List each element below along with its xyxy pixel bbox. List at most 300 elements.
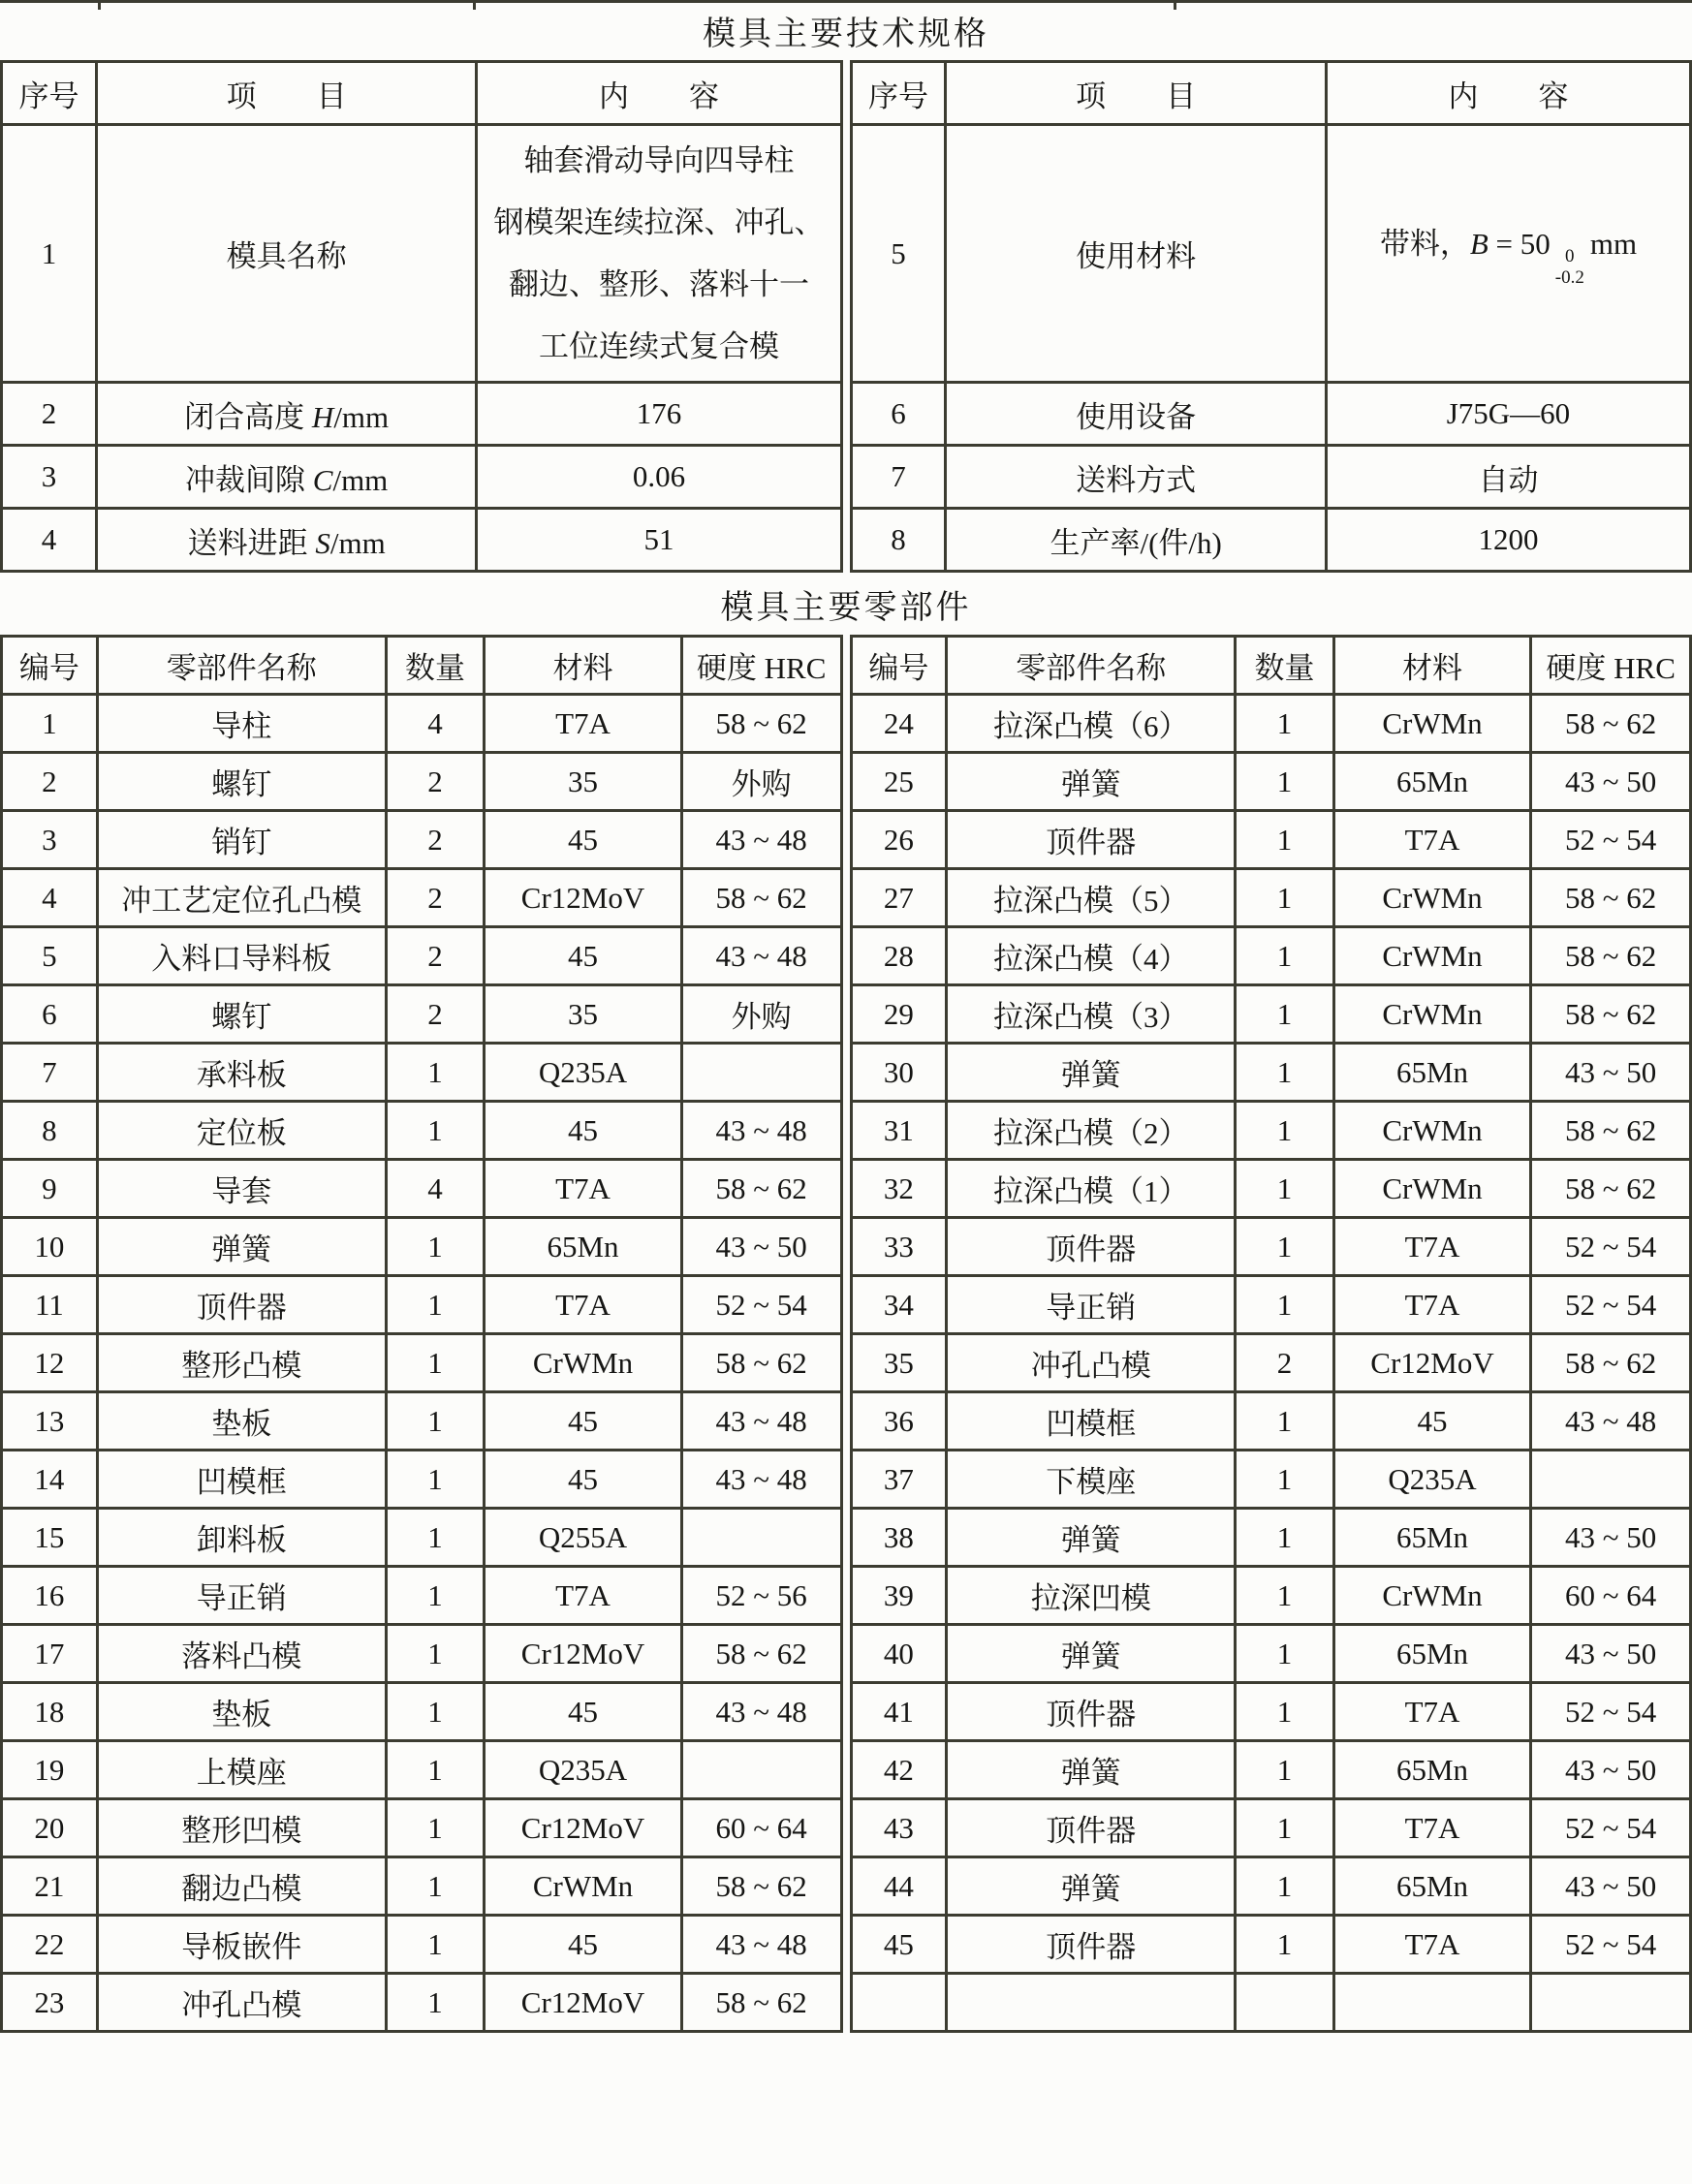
mold-name-text: 轴套滑动导向四导柱 钢模架连续拉深、冲孔、 翻边、整形、落料十一 工位连续式复合模 bbox=[493, 142, 825, 363]
cell-item: 冲裁间隙 C/mm bbox=[96, 446, 477, 509]
cell-qty: 1 bbox=[386, 1857, 484, 1916]
cell-material: CrWMn bbox=[485, 1857, 682, 1916]
spec-table-right bbox=[850, 60, 1692, 573]
cell-hardness: 58 ~ 62 bbox=[1531, 869, 1691, 927]
cell-qty: 1 bbox=[1236, 985, 1333, 1044]
cell-material: CrWMn bbox=[485, 1334, 682, 1392]
table-row bbox=[851, 1451, 1691, 1509]
table-row bbox=[851, 446, 1691, 509]
cell-part-no: 10 bbox=[2, 1218, 98, 1276]
cell-material: CrWMn bbox=[1333, 1102, 1531, 1160]
table-row bbox=[851, 1044, 1691, 1102]
cell-content bbox=[477, 125, 841, 383]
cell-content: 1200 bbox=[1326, 509, 1690, 572]
cell-part-name: 导正销 bbox=[947, 1276, 1236, 1334]
cell-part-name: 弹簧 bbox=[947, 1857, 1236, 1916]
cell-part-name: 顶件器 bbox=[947, 1218, 1236, 1276]
cell-hardness bbox=[681, 1741, 841, 1799]
table-row bbox=[851, 1160, 1691, 1218]
table-row bbox=[2, 509, 842, 572]
table-row bbox=[851, 125, 1691, 383]
table-row bbox=[2, 1160, 842, 1218]
cell-item: 模具名称 bbox=[96, 125, 477, 383]
cell-qty: 1 bbox=[386, 1625, 484, 1683]
cell-material: Cr12MoV bbox=[485, 1625, 682, 1683]
cell-part-name: 拉深凸模（4） bbox=[947, 927, 1236, 985]
cell-material: CrWMn bbox=[1333, 985, 1531, 1044]
tolerance-stack: 0 -0.2 bbox=[1554, 245, 1584, 288]
cell-hardness: 58 ~ 62 bbox=[681, 1160, 841, 1218]
cell-material: 45 bbox=[485, 1916, 682, 1974]
cell-material: 35 bbox=[485, 753, 682, 811]
cell-content: J75G—60 bbox=[1326, 383, 1690, 446]
col-header-material: 材料 bbox=[1333, 637, 1531, 695]
cell-material: 35 bbox=[485, 985, 682, 1044]
col-header-qty: 数量 bbox=[386, 637, 484, 695]
cell-qty: 1 bbox=[386, 1974, 484, 2032]
cell-hardness: 43 ~ 48 bbox=[1531, 1392, 1691, 1451]
cell-part-name: 翻边凸模 bbox=[97, 1857, 386, 1916]
cell-qty: 1 bbox=[386, 1451, 484, 1509]
cell-part-no: 5 bbox=[2, 927, 98, 985]
cell-qty: 1 bbox=[386, 1916, 484, 1974]
cell-material: Q235A bbox=[485, 1044, 682, 1102]
col-header-part-name: 零部件名称 bbox=[947, 637, 1236, 695]
artifact-tick bbox=[98, 0, 101, 10]
artifact-tick bbox=[473, 0, 476, 10]
cell-qty: 1 bbox=[1236, 1683, 1333, 1741]
table-row bbox=[2, 1741, 842, 1799]
cell-hardness: 58 ~ 62 bbox=[681, 1857, 841, 1916]
cell-content bbox=[1326, 125, 1690, 383]
cell-material: 45 bbox=[485, 1392, 682, 1451]
cell-qty: 1 bbox=[1236, 1567, 1333, 1625]
cell-material bbox=[1333, 1974, 1531, 2032]
cell-material: 45 bbox=[1333, 1392, 1531, 1451]
cell-part-no: 15 bbox=[2, 1509, 98, 1567]
cell-part-no: 12 bbox=[2, 1334, 98, 1392]
cell-material: T7A bbox=[485, 1567, 682, 1625]
cell-part-no: 30 bbox=[851, 1044, 947, 1102]
cell-material: CrWMn bbox=[1333, 695, 1531, 753]
cell-part-no: 13 bbox=[2, 1392, 98, 1451]
cell-part-name: 弹簧 bbox=[947, 1741, 1236, 1799]
table-row bbox=[2, 446, 842, 509]
table-row bbox=[851, 1857, 1691, 1916]
col-header-part-name: 零部件名称 bbox=[97, 637, 386, 695]
cell-hardness: 43 ~ 50 bbox=[1531, 1741, 1691, 1799]
cell-hardness: 43 ~ 48 bbox=[681, 1683, 841, 1741]
spec-header-row bbox=[2, 62, 842, 125]
table-row bbox=[2, 695, 842, 753]
cell-part-no: 18 bbox=[2, 1683, 98, 1741]
cell-part-no: 19 bbox=[2, 1741, 98, 1799]
cell-part-name: 上模座 bbox=[97, 1741, 386, 1799]
cell-qty: 1 bbox=[1236, 1741, 1333, 1799]
cell-part-no: 23 bbox=[2, 1974, 98, 2032]
cell-hardness: 52 ~ 54 bbox=[1531, 1916, 1691, 1974]
cell-part-no: 32 bbox=[851, 1160, 947, 1218]
cell-part-no: 3 bbox=[2, 811, 98, 869]
cell-hardness: 43 ~ 48 bbox=[681, 811, 841, 869]
cell-material: 45 bbox=[485, 811, 682, 869]
cell-part-no: 25 bbox=[851, 753, 947, 811]
col-header-no: 序号 bbox=[2, 62, 97, 125]
table-row bbox=[851, 1974, 1691, 2032]
cell-part-no: 6 bbox=[2, 985, 98, 1044]
table-row bbox=[851, 1567, 1691, 1625]
cell-hardness: 52 ~ 54 bbox=[1531, 1276, 1691, 1334]
col-header-hardness: 硬度 HRC bbox=[1531, 637, 1691, 695]
cell-hardness: 52 ~ 54 bbox=[1531, 1799, 1691, 1857]
cell-hardness bbox=[1531, 1974, 1691, 2032]
table-row bbox=[851, 869, 1691, 927]
cell-part-no: 34 bbox=[851, 1276, 947, 1334]
cell-part-name: 定位板 bbox=[97, 1102, 386, 1160]
cell-qty: 1 bbox=[1236, 1451, 1333, 1509]
table-row bbox=[851, 1916, 1691, 1974]
cell-part-name: 拉深凸模（6） bbox=[947, 695, 1236, 753]
cell-part-no: 20 bbox=[2, 1799, 98, 1857]
cell-part-name: 弹簧 bbox=[947, 1509, 1236, 1567]
table-row bbox=[851, 1334, 1691, 1392]
cell-hardness: 58 ~ 62 bbox=[681, 695, 841, 753]
cell-material: T7A bbox=[1333, 1218, 1531, 1276]
cell-qty: 1 bbox=[1236, 869, 1333, 927]
cell-material: 65Mn bbox=[485, 1218, 682, 1276]
cell-qty: 1 bbox=[386, 1741, 484, 1799]
table-row bbox=[2, 1625, 842, 1683]
table-row bbox=[2, 1683, 842, 1741]
cell-part-name: 入料口导料板 bbox=[97, 927, 386, 985]
table-row bbox=[2, 1857, 842, 1916]
cell-material: T7A bbox=[485, 1276, 682, 1334]
parts-table-right bbox=[850, 635, 1692, 2033]
cell-part-name: 垫板 bbox=[97, 1683, 386, 1741]
cell-qty: 4 bbox=[386, 1160, 484, 1218]
cell-material: 45 bbox=[485, 1683, 682, 1741]
artifact-tick bbox=[1174, 0, 1176, 10]
cell-material: T7A bbox=[485, 695, 682, 753]
cell-part-no: 14 bbox=[2, 1451, 98, 1509]
cell-material: CrWMn bbox=[1333, 1567, 1531, 1625]
cell-qty: 1 bbox=[1236, 753, 1333, 811]
table-row bbox=[851, 811, 1691, 869]
col-header-item: 项 目 bbox=[96, 62, 477, 125]
table-row bbox=[2, 1567, 842, 1625]
cell-item: 闭合高度 H/mm bbox=[96, 383, 477, 446]
table-row bbox=[2, 811, 842, 869]
cell-no: 1 bbox=[2, 125, 97, 383]
cell-item: 送料方式 bbox=[946, 446, 1327, 509]
cell-qty bbox=[1236, 1974, 1333, 2032]
cell-content: 自动 bbox=[1326, 446, 1690, 509]
cell-hardness: 43 ~ 48 bbox=[681, 1916, 841, 1974]
cell-material: Q255A bbox=[485, 1509, 682, 1567]
cell-part-name: 弹簧 bbox=[97, 1218, 386, 1276]
spec-header-row bbox=[851, 62, 1691, 125]
cell-material: Cr12MoV bbox=[485, 869, 682, 927]
cell-part-name: 螺钉 bbox=[97, 985, 386, 1044]
cell-part-no: 40 bbox=[851, 1625, 947, 1683]
cell-part-no: 29 bbox=[851, 985, 947, 1044]
cell-part-name: 承料板 bbox=[97, 1044, 386, 1102]
table-row bbox=[851, 1799, 1691, 1857]
cell-content: 176 bbox=[477, 383, 841, 446]
table-row bbox=[2, 1102, 842, 1160]
cell-qty: 1 bbox=[1236, 1625, 1333, 1683]
col-header-no: 序号 bbox=[851, 62, 946, 125]
cell-part-name: 冲孔凸模 bbox=[947, 1334, 1236, 1392]
cell-qty: 1 bbox=[386, 1334, 484, 1392]
parts-table-title: 模具主要零部件 bbox=[720, 589, 972, 626]
table-row bbox=[2, 1334, 842, 1392]
cell-qty: 1 bbox=[1236, 695, 1333, 753]
cell-hardness: 58 ~ 62 bbox=[681, 1974, 841, 2032]
cell-part-no: 42 bbox=[851, 1741, 947, 1799]
cell-qty: 1 bbox=[386, 1392, 484, 1451]
cell-material: Cr12MoV bbox=[1333, 1334, 1531, 1392]
cell-qty: 1 bbox=[386, 1276, 484, 1334]
cell-qty: 1 bbox=[386, 1044, 484, 1102]
cell-qty: 1 bbox=[1236, 1218, 1333, 1276]
cell-material: T7A bbox=[1333, 1799, 1531, 1857]
cell-part-name: 垫板 bbox=[97, 1392, 386, 1451]
cell-hardness: 52 ~ 54 bbox=[1531, 811, 1691, 869]
cell-item: 使用材料 bbox=[946, 125, 1327, 383]
cell-content: 51 bbox=[477, 509, 841, 572]
top-rule bbox=[0, 0, 1692, 3]
cell-qty: 2 bbox=[386, 985, 484, 1044]
cell-material: T7A bbox=[1333, 1276, 1531, 1334]
cell-hardness bbox=[681, 1044, 841, 1102]
table-row bbox=[851, 1741, 1691, 1799]
table-row bbox=[851, 509, 1691, 572]
cell-part-name: 凹模框 bbox=[97, 1451, 386, 1509]
cell-material: 65Mn bbox=[1333, 1625, 1531, 1683]
cell-hardness: 52 ~ 54 bbox=[681, 1276, 841, 1334]
cell-part-no bbox=[851, 1974, 947, 2032]
cell-part-no: 1 bbox=[2, 695, 98, 753]
cell-part-no: 36 bbox=[851, 1392, 947, 1451]
parts-tables bbox=[0, 635, 1692, 2033]
cell-part-name: 导板嵌件 bbox=[97, 1916, 386, 1974]
cell-part-no: 31 bbox=[851, 1102, 947, 1160]
cell-part-no: 43 bbox=[851, 1799, 947, 1857]
cell-material: T7A bbox=[485, 1160, 682, 1218]
table-row bbox=[851, 383, 1691, 446]
cell-item: 生产率/(件/h) bbox=[946, 509, 1327, 572]
cell-part-name: 导正销 bbox=[97, 1567, 386, 1625]
cell-part-no: 24 bbox=[851, 695, 947, 753]
cell-qty: 2 bbox=[1236, 1334, 1333, 1392]
cell-part-no: 28 bbox=[851, 927, 947, 985]
cell-material: Q235A bbox=[485, 1741, 682, 1799]
cell-hardness: 58 ~ 62 bbox=[1531, 1102, 1691, 1160]
cell-part-name: 导套 bbox=[97, 1160, 386, 1218]
cell-hardness: 43 ~ 50 bbox=[1531, 1625, 1691, 1683]
cell-hardness bbox=[681, 1509, 841, 1567]
cell-part-name: 下模座 bbox=[947, 1451, 1236, 1509]
cell-part-no: 11 bbox=[2, 1276, 98, 1334]
table-row bbox=[851, 985, 1691, 1044]
cell-material: 65Mn bbox=[1333, 1044, 1531, 1102]
cell-part-no: 2 bbox=[2, 753, 98, 811]
cell-material: 65Mn bbox=[1333, 1857, 1531, 1916]
cell-hardness: 43 ~ 50 bbox=[1531, 1857, 1691, 1916]
cell-qty: 1 bbox=[1236, 1799, 1333, 1857]
cell-hardness: 58 ~ 62 bbox=[681, 869, 841, 927]
cell-material: Cr12MoV bbox=[485, 1974, 682, 2032]
col-header-material: 材料 bbox=[485, 637, 682, 695]
cell-part-name: 冲工艺定位孔凸模 bbox=[97, 869, 386, 927]
cell-part-name: 顶件器 bbox=[947, 811, 1236, 869]
cell-hardness: 43 ~ 50 bbox=[1531, 1509, 1691, 1567]
cell-part-no: 8 bbox=[2, 1102, 98, 1160]
cell-qty: 1 bbox=[1236, 1044, 1333, 1102]
cell-hardness: 60 ~ 64 bbox=[1531, 1567, 1691, 1625]
cell-part-name: 顶件器 bbox=[947, 1683, 1236, 1741]
table-row bbox=[851, 1683, 1691, 1741]
cell-hardness: 43 ~ 48 bbox=[681, 1102, 841, 1160]
cell-qty: 2 bbox=[386, 869, 484, 927]
cell-hardness: 外购 bbox=[681, 753, 841, 811]
table-row bbox=[2, 125, 842, 383]
cell-qty: 1 bbox=[1236, 1276, 1333, 1334]
cell-material: T7A bbox=[1333, 1916, 1531, 1974]
cell-part-no: 39 bbox=[851, 1567, 947, 1625]
col-header-qty: 数量 bbox=[1236, 637, 1333, 695]
cell-qty: 2 bbox=[386, 811, 484, 869]
cell-material: 65Mn bbox=[1333, 753, 1531, 811]
cell-part-name: 拉深凸模（1） bbox=[947, 1160, 1236, 1218]
cell-part-name: 整形凹模 bbox=[97, 1799, 386, 1857]
cell-material: 45 bbox=[485, 1102, 682, 1160]
cell-qty: 2 bbox=[386, 753, 484, 811]
cell-no: 5 bbox=[851, 125, 946, 383]
cell-part-name: 弹簧 bbox=[947, 753, 1236, 811]
table-row bbox=[851, 753, 1691, 811]
cell-qty: 1 bbox=[1236, 1102, 1333, 1160]
col-header-hardness: 硬度 HRC bbox=[681, 637, 841, 695]
col-header-item: 项 目 bbox=[946, 62, 1327, 125]
cell-material: 65Mn bbox=[1333, 1509, 1531, 1567]
table-row bbox=[2, 1392, 842, 1451]
spec-tables bbox=[0, 60, 1692, 573]
cell-hardness: 58 ~ 62 bbox=[1531, 1160, 1691, 1218]
cell-material: CrWMn bbox=[1333, 927, 1531, 985]
cell-hardness: 43 ~ 48 bbox=[681, 1392, 841, 1451]
cell-part-no: 17 bbox=[2, 1625, 98, 1683]
cell-part-no: 37 bbox=[851, 1451, 947, 1509]
cell-qty: 2 bbox=[386, 927, 484, 985]
cell-hardness: 43 ~ 50 bbox=[681, 1218, 841, 1276]
spec-table-left bbox=[0, 60, 843, 573]
table-row bbox=[2, 1509, 842, 1567]
table-row bbox=[2, 1451, 842, 1509]
cell-material: Q235A bbox=[1333, 1451, 1531, 1509]
cell-material: 65Mn bbox=[1333, 1741, 1531, 1799]
spec-table-title: 模具主要技术规格 bbox=[703, 16, 989, 52]
cell-qty: 1 bbox=[386, 1683, 484, 1741]
table-row bbox=[851, 1509, 1691, 1567]
cell-hardness: 43 ~ 50 bbox=[1531, 753, 1691, 811]
cell-no: 2 bbox=[2, 383, 97, 446]
table-row bbox=[2, 1276, 842, 1334]
table-row bbox=[2, 1044, 842, 1102]
cell-hardness: 58 ~ 62 bbox=[1531, 695, 1691, 753]
cell-qty: 1 bbox=[386, 1509, 484, 1567]
cell-part-no: 21 bbox=[2, 1857, 98, 1916]
cell-content: 0.06 bbox=[477, 446, 841, 509]
cell-qty: 1 bbox=[1236, 1916, 1333, 1974]
table-row bbox=[851, 1218, 1691, 1276]
cell-qty: 1 bbox=[1236, 1392, 1333, 1451]
cell-hardness: 52 ~ 54 bbox=[1531, 1218, 1691, 1276]
table-row bbox=[2, 869, 842, 927]
cell-qty: 4 bbox=[386, 695, 484, 753]
cell-part-no: 16 bbox=[2, 1567, 98, 1625]
cell-part-name: 拉深凹模 bbox=[947, 1567, 1236, 1625]
table-row bbox=[2, 383, 842, 446]
parts-header-row bbox=[2, 637, 842, 695]
table-row bbox=[2, 1799, 842, 1857]
table-row bbox=[2, 927, 842, 985]
cell-hardness: 外购 bbox=[681, 985, 841, 1044]
cell-qty: 1 bbox=[386, 1218, 484, 1276]
cell-part-name: 卸料板 bbox=[97, 1509, 386, 1567]
cell-material: CrWMn bbox=[1333, 1160, 1531, 1218]
table-row bbox=[2, 753, 842, 811]
cell-part-no: 45 bbox=[851, 1916, 947, 1974]
cell-part-name: 弹簧 bbox=[947, 1625, 1236, 1683]
cell-hardness: 58 ~ 62 bbox=[1531, 927, 1691, 985]
table-row bbox=[2, 985, 842, 1044]
cell-qty: 1 bbox=[1236, 1509, 1333, 1567]
cell-material: 45 bbox=[485, 927, 682, 985]
cell-hardness: 52 ~ 54 bbox=[1531, 1683, 1691, 1741]
parts-header-row bbox=[851, 637, 1691, 695]
cell-part-name: 顶件器 bbox=[97, 1276, 386, 1334]
cell-part-no: 4 bbox=[2, 869, 98, 927]
material-formula: 带料，B = 50 0 -0.2 mm bbox=[1379, 226, 1638, 288]
cell-material: T7A bbox=[1333, 1683, 1531, 1741]
cell-part-no: 38 bbox=[851, 1509, 947, 1567]
cell-no: 7 bbox=[851, 446, 946, 509]
cell-item: 送料进距 S/mm bbox=[96, 509, 477, 572]
cell-part-name: 拉深凸模（3） bbox=[947, 985, 1236, 1044]
col-header-part-no: 编号 bbox=[2, 637, 98, 695]
cell-part-name: 冲孔凸模 bbox=[97, 1974, 386, 2032]
cell-part-no: 7 bbox=[2, 1044, 98, 1102]
cell-part-name: 拉深凸模（5） bbox=[947, 869, 1236, 927]
cell-no: 8 bbox=[851, 509, 946, 572]
cell-no: 4 bbox=[2, 509, 97, 572]
cell-part-name: 凹模框 bbox=[947, 1392, 1236, 1451]
cell-qty: 1 bbox=[386, 1799, 484, 1857]
cell-part-no: 44 bbox=[851, 1857, 947, 1916]
cell-hardness: 43 ~ 48 bbox=[681, 1451, 841, 1509]
cell-material: T7A bbox=[1333, 811, 1531, 869]
cell-qty: 1 bbox=[1236, 1857, 1333, 1916]
cell-material: 45 bbox=[485, 1451, 682, 1509]
cell-part-no: 41 bbox=[851, 1683, 947, 1741]
cell-part-name: 导柱 bbox=[97, 695, 386, 753]
cell-hardness: 43 ~ 48 bbox=[681, 927, 841, 985]
cell-part-name: 落料凸模 bbox=[97, 1625, 386, 1683]
cell-material: CrWMn bbox=[1333, 869, 1531, 927]
table-row bbox=[2, 1218, 842, 1276]
